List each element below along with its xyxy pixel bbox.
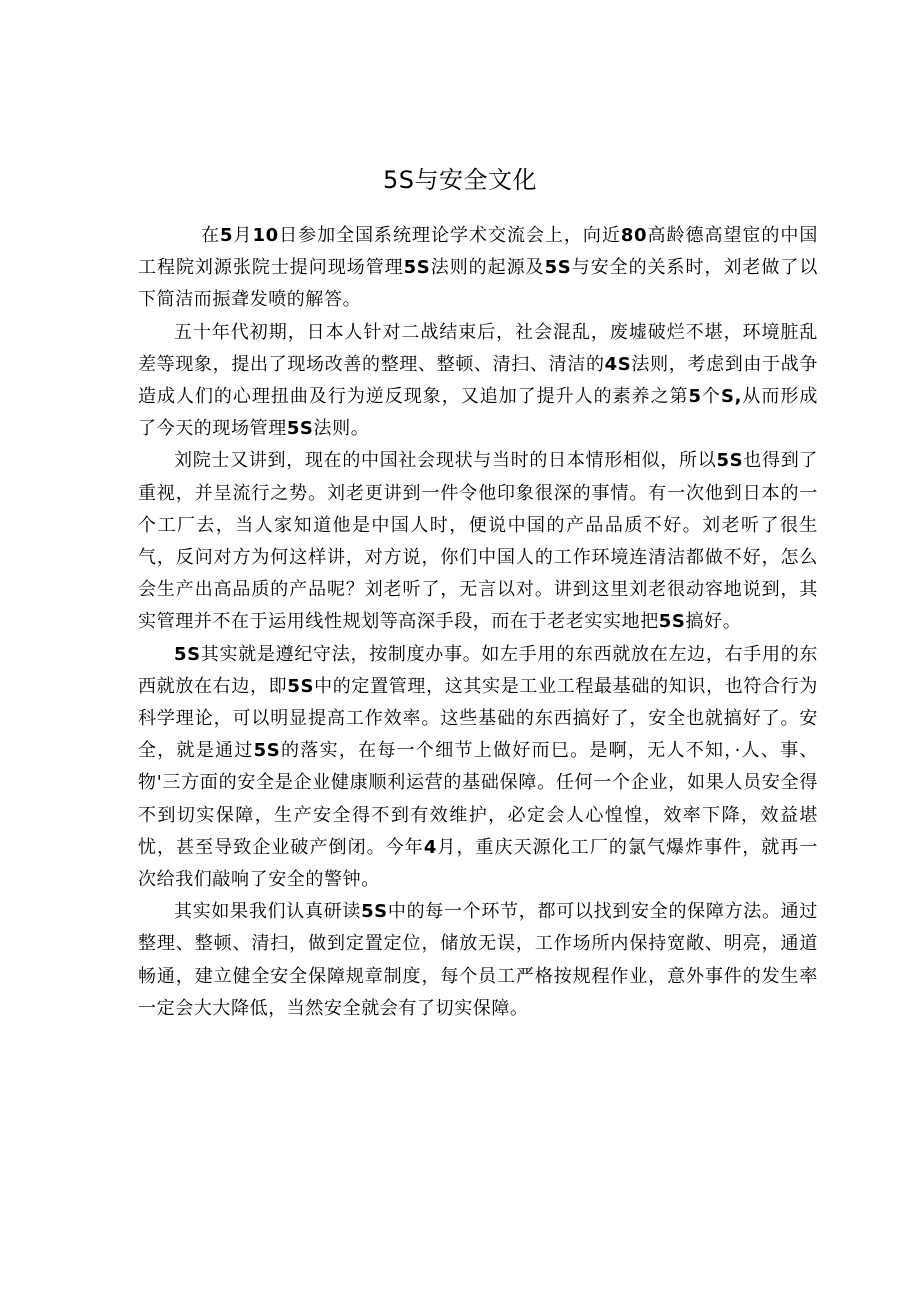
- text-run: 个: [701, 386, 722, 408]
- text-run: 高龄德高望宦的中国工程院刘源张院士提问现场管理: [138, 225, 818, 279]
- paragraph: [138, 896, 818, 1025]
- bold-run: 5: [688, 386, 702, 408]
- text-run: 中的定置管理，这其实是工业工程最基础的知识，也符合行为科学理论，可以明显提高工作效率。这些基础的东西搞好了，安全也就搞好了。安全，就是通过: [138, 675, 818, 762]
- paragraph: [138, 639, 818, 897]
- bold-run: 5: [220, 225, 234, 246]
- text-run: 也得到了重视，并呈流行之势。刘老更讲到一件令他印象很深的事情。有一次他到日本的一个工厂去，当人家知道他是中国人时，便说中国的产品品质不好。刘老听了很生气，反问对方为何这样讲，对方说，你们中国人的工作环境连清洁都做不好，怎么会生产出高品质的产品呢？刘老听了，无言以对。讲到这里刘老很动容地说到，其实管理并不在于运用线性规划等高深手段，而在于老老实实地把: [138, 450, 818, 633]
- text-run: 月: [233, 225, 253, 246]
- bold-run: 10: [252, 225, 279, 246]
- document-body: [138, 220, 818, 1025]
- bold-run: 5S: [361, 901, 388, 923]
- text-run: 搞好。: [685, 611, 742, 633]
- bold-run: 5S: [253, 740, 281, 762]
- text-run: 法则，考虑到由于战争造成人们的心理扭曲及行为逆反现象，又追加了提升人的素养之第: [138, 353, 818, 408]
- text-run: 从而形成了今天的现场管理: [138, 386, 818, 440]
- bold-run: 4: [423, 836, 437, 858]
- text-run: 在: [201, 225, 220, 246]
- text-run: 日参加全国系统理论学术交流会上，向近: [278, 225, 621, 246]
- text-run: 与安全的关系时，刘老做了以下简洁而振聋发喷的解答。: [138, 257, 818, 311]
- paragraph: [138, 317, 818, 446]
- text-run: 五十年代初期，日本人针对二战结束后，社会混乱，废墟破烂不堪，环境脏乱差等现象，提出了现场改善的整理、整顿、清扫、清洁的: [138, 321, 818, 375]
- bold-run: 5S: [286, 418, 314, 440]
- bold-run: 5S: [716, 450, 744, 472]
- text-run: 法则。: [313, 418, 370, 440]
- text-run: 其实就是遵纪守法，按制度办事。如左手用的东西就放在左边，右手用的东西就放在右边，即: [138, 643, 818, 697]
- bold-run: 5S: [174, 643, 201, 665]
- paragraph: [138, 445, 818, 638]
- text-run: 其实如果我们认真研读: [174, 901, 362, 923]
- bold-run: S,: [721, 386, 743, 408]
- bold-run: 4S: [604, 353, 632, 375]
- text-run: 月，重庆天源化工厂的氯气爆炸事件，就再一次给我们敲响了安全的警钟。: [138, 836, 819, 891]
- text-run: 法则的起源及: [430, 257, 545, 279]
- text-run: 的落实，在每一个细节上做好而巳。是啊，无人不知，·人、事、物'三方面的安全是企业健康顺利运营的基础保障。任何一个企业，如果人员安全得不到切实保障，生产安全得不到有效维护，必定会人心惶惶，效率下降，效益堪忧，甚至导致企业破产倒闭。今年: [138, 740, 818, 858]
- bold-run: 5S: [403, 257, 431, 279]
- bold-run: 5S: [287, 675, 315, 697]
- text-run: 中的每一个环节，都可以找到安全的保障方法。通过整理、整顿、清扫，做到定置定位，储放无误，工作场所内保持宽敞、明亮，通道畅通，建立健全安全保障规章制度，每个员工严格按规程作业，意外事件的发生率一定会大大降低，当然安全就会有了切实保障。: [138, 901, 818, 1019]
- document-title: 5S与安全文化: [382, 166, 537, 195]
- bold-run: 5S: [544, 257, 572, 279]
- bold-run: 80: [620, 225, 648, 246]
- paragraph: [138, 220, 818, 317]
- bold-run: 5S: [658, 611, 686, 633]
- text-run: 刘院士又讲到，现在的中国社会现状与当时的日本情形相似，所以: [174, 450, 717, 472]
